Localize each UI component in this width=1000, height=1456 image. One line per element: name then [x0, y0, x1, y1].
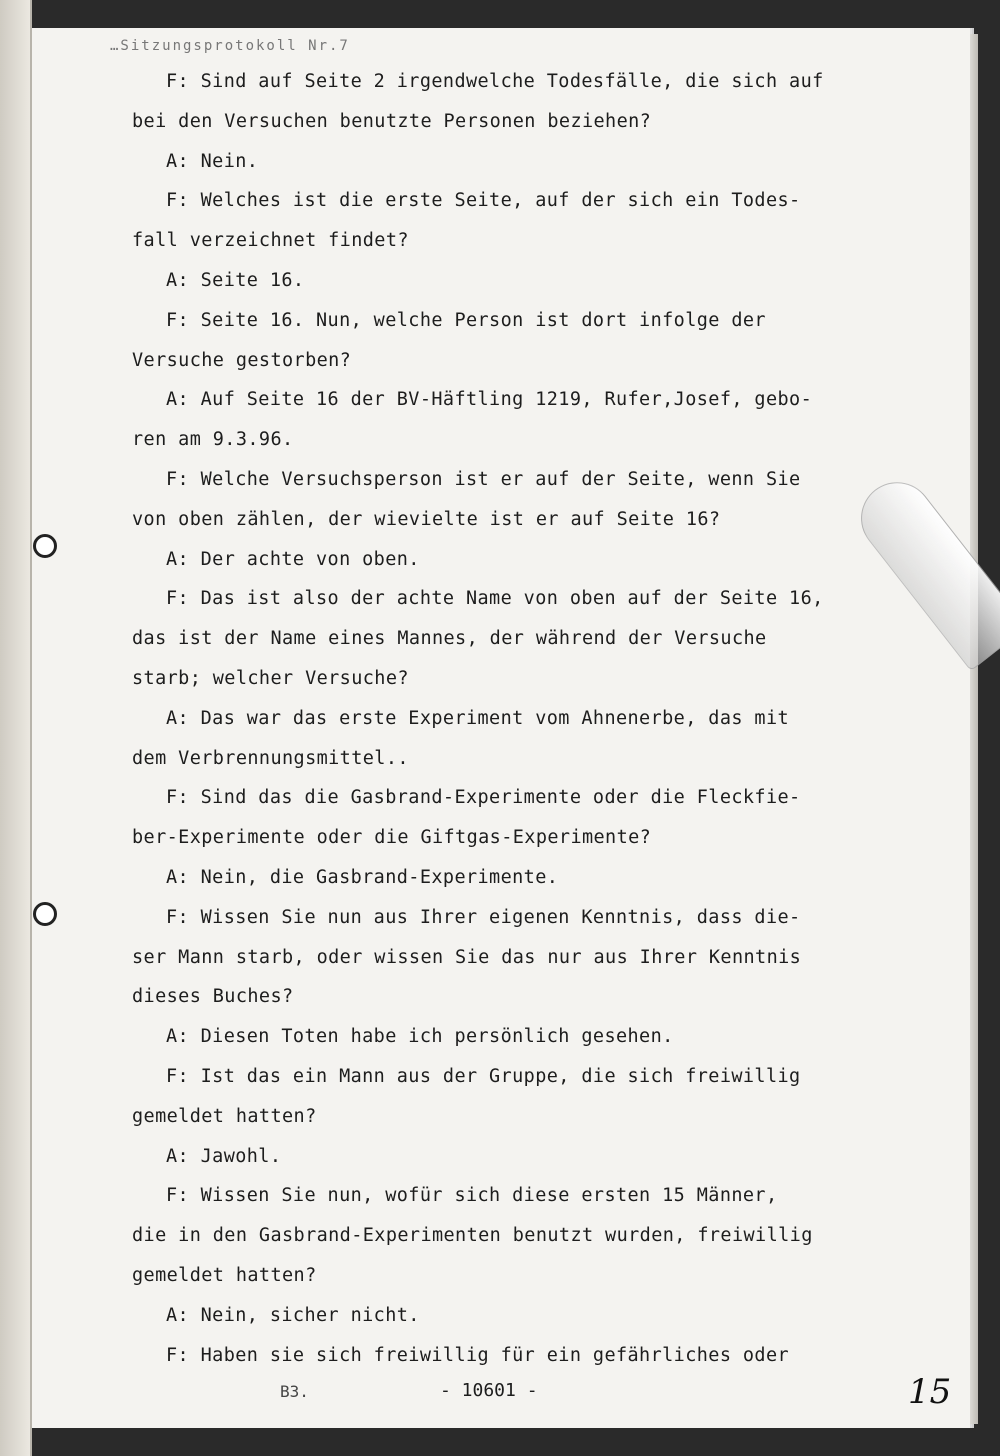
line-text: F: Sind das die Gasbrand-Experimente oder die Fleckfie- — [166, 787, 801, 809]
line-text: Versuche gestorben? — [132, 349, 352, 371]
line-text: A: Seite 16. — [166, 269, 305, 291]
footer-marks: B3. — [280, 1382, 309, 1401]
transcript-line-01 — [132, 62, 852, 102]
line-text: dem Verbrennungsmittel.. — [132, 747, 409, 769]
line-text: A: Nein. — [166, 150, 259, 172]
line-text: fall verzeichnet findet? — [132, 230, 409, 252]
line-text: F: Haben sie sich freiwillig für ein gefährliches oder — [166, 1344, 790, 1366]
transcript-line-29 — [132, 1176, 852, 1216]
transcript-line-19 — [132, 778, 852, 818]
line-text: A: Nein, die Gasbrand-Experimente. — [166, 866, 559, 888]
transcript-line-33 — [132, 1336, 852, 1376]
page-header: …Sitzungsprotokoll Nr.7 — [110, 38, 350, 54]
transcript-line-10 — [132, 420, 852, 460]
line-text: dieses Buches? — [132, 986, 294, 1008]
transcript-line-32 — [132, 1296, 852, 1336]
line-text: A: Diesen Toten habe ich persönlich gesehen. — [166, 1026, 674, 1048]
punch-hole-top — [33, 534, 57, 558]
line-text: A: Auf Seite 16 der BV-Häftling 1219, Rufer,Josef, gebo- — [166, 389, 813, 411]
transcript-line-09 — [132, 380, 852, 420]
transcript-line-11 — [132, 460, 852, 500]
footer-page-number: - 10601 - — [440, 1380, 538, 1401]
handwritten-folio-number: 15 — [908, 1372, 952, 1412]
line-text: starb; welcher Versuche? — [132, 667, 409, 689]
facing-page-edge — [0, 0, 32, 1456]
transcript-body — [132, 62, 852, 1375]
page-stack-edge — [970, 34, 978, 1424]
line-text: F: Ist das ein Mann aus der Gruppe, die sich freiwillig — [166, 1065, 801, 1087]
transcript-line-27 — [132, 1097, 852, 1137]
transcript-line-25 — [132, 1017, 852, 1057]
line-text: A: Nein, sicher nicht. — [166, 1304, 420, 1326]
transcript-line-16 — [132, 659, 852, 699]
transcript-line-03 — [132, 142, 852, 182]
transcript-line-04 — [132, 181, 852, 221]
line-text: ren am 9.3.96. — [132, 429, 294, 451]
transcript-line-26 — [132, 1057, 852, 1097]
line-text: A: Das war das erste Experiment vom Ahnenerbe, das mit — [166, 707, 790, 729]
punch-hole-bottom — [33, 902, 57, 926]
line-text: F: Sind auf Seite 2 irgendwelche Todesfälle, die sich auf — [166, 71, 824, 92]
line-text: die in den Gasbrand-Experimenten benutzt wurden, freiwillig — [132, 1225, 813, 1247]
line-text: F: Seite 16. Nun, welche Person ist dort infolge der — [166, 309, 766, 331]
transcript-line-23 — [132, 938, 852, 978]
line-text: F: Das ist also der achte Name von oben auf der Seite 16, — [166, 588, 824, 610]
transcript-line-15 — [132, 619, 852, 659]
line-text: das ist der Name eines Mannes, der während der Versuche — [132, 628, 767, 650]
transcript-line-24 — [132, 977, 852, 1017]
line-text: F: Welche Versuchsperson ist er auf der Seite, wenn Sie — [166, 468, 801, 490]
line-text: gemeldet hatten? — [132, 1105, 317, 1127]
line-text: F: Welches ist die erste Seite, auf der sich ein Todes- — [166, 190, 801, 212]
line-text: A: Jawohl. — [166, 1145, 282, 1167]
line-text: F: Wissen Sie nun aus Ihrer eigenen Kenntnis, dass die- — [166, 906, 801, 928]
transcript-line-08 — [132, 341, 852, 381]
transcript-line-18 — [132, 739, 852, 779]
transcript-line-31 — [132, 1256, 852, 1296]
transcript-line-05 — [132, 221, 852, 261]
transcript-line-22 — [132, 898, 852, 938]
transcript-line-12 — [132, 500, 852, 540]
line-text: gemeldet hatten? — [132, 1264, 317, 1286]
transcript-line-07 — [132, 301, 852, 341]
transcript-line-06 — [132, 261, 852, 301]
transcript-line-21 — [132, 858, 852, 898]
line-text: F: Wissen Sie nun, wofür sich diese ersten 15 Männer, — [166, 1185, 778, 1207]
line-text: von oben zählen, der wievielte ist er auf Seite 16? — [132, 508, 721, 530]
transcript-line-28 — [132, 1137, 852, 1177]
transcript-line-30 — [132, 1216, 852, 1256]
line-text: A: Der achte von oben. — [166, 548, 420, 570]
line-text: ser Mann starb, oder wissen Sie das nur aus Ihrer Kenntnis — [132, 946, 802, 968]
transcript-line-20 — [132, 818, 852, 858]
line-text: ber-Experimente oder die Giftgas-Experimente? — [132, 827, 652, 849]
transcript-line-17 — [132, 699, 852, 739]
transcript-line-14 — [132, 579, 852, 619]
line-text: bei den Versuchen benutzte Personen beziehen? — [132, 110, 652, 132]
transcript-line-13 — [132, 540, 852, 580]
transcript-line-02 — [132, 102, 852, 142]
